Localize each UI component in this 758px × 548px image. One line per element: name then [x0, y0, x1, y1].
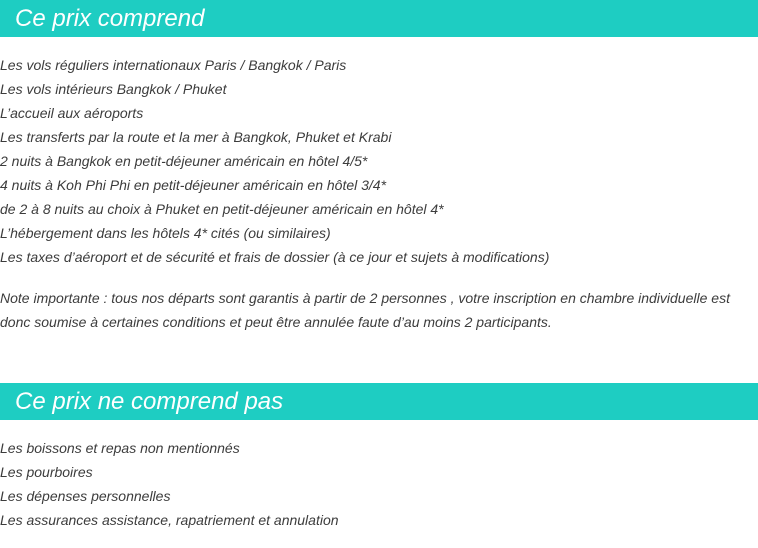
list-item: L’hébergement dans les hôtels 4* cités (ou similaires)	[0, 225, 331, 241]
list-item: 2 nuits à Bangkok en petit-déjeuner américain en hôtel 4/5*	[0, 153, 368, 169]
list-item: Les transferts par la route et la mer à Bangkok, Phuket et Krabi	[0, 129, 392, 145]
excluded-list	[0, 436, 339, 532]
list-item: Les vols réguliers internationaux Paris / Bangkok / Paris	[0, 57, 347, 73]
excluded-section-title: Ce prix ne comprend pas	[15, 388, 284, 415]
list-item: Les dépenses personnelles	[0, 488, 171, 504]
included-list	[0, 53, 549, 269]
list-item: 4 nuits à Koh Phi Phi en petit-déjeuner américain en hôtel 3/4*	[0, 177, 387, 193]
list-item: Les assurances assistance, rapatriement et annulation	[0, 512, 339, 528]
list-item: Les taxes d’aéroport et de sécurité et frais de dossier (à ce jour et sujets à modifications)	[0, 249, 550, 265]
list-item: Les boissons et repas non mentionnés	[0, 440, 240, 456]
excluded-section-header	[0, 383, 758, 420]
list-item: Les pourboires	[0, 464, 93, 480]
included-section-title: Ce prix comprend	[15, 5, 205, 32]
included-section-header	[0, 0, 758, 37]
list-item: L’accueil aux aéroports	[0, 105, 144, 121]
important-note: Note importante : tous nos départs sont garantis à partir de 2 personnes , votre inscription en chambre individuelle est donc soumise à certaines conditions et peut être annulée faute d’au moins 2 participants.	[0, 290, 730, 330]
list-item: de 2 à 8 nuits au choix à Phuket en petit-déjeuner américain en hôtel 4*	[0, 201, 444, 217]
list-item: Les vols intérieurs Bangkok / Phuket	[0, 81, 227, 97]
